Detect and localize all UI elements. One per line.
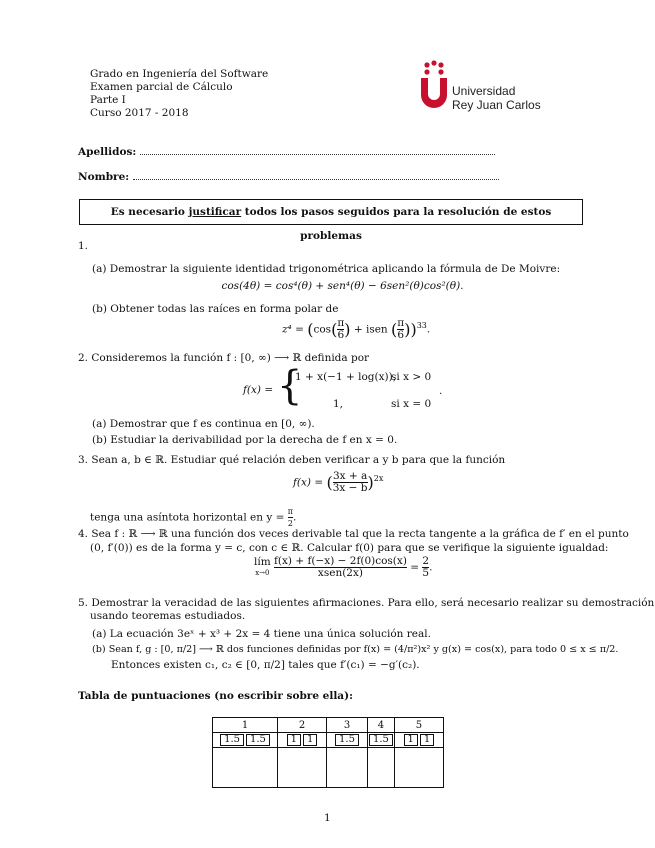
score-header-5: 5 — [394, 718, 443, 733]
problem-2a-text: Demostrar que f es continua en [0, ∞). — [109, 418, 315, 430]
problem-5-line2: usando teoremas estudiados. — [90, 610, 246, 622]
formula-1b-exponent: 33 — [416, 321, 427, 330]
score-blank-5 — [394, 748, 443, 788]
score-5b: 1 — [420, 734, 434, 746]
formula-4-result-num: 2 — [422, 555, 430, 567]
problem-5b-text-1: Sean f, g : [0, π/2] ⟶ ℝ dos funciones definidas por f(x) = (4/π²)x² y g(x) = cos(x), para todo 0 ≤ x ≤ π/2. — [108, 644, 619, 655]
formula-4-lim: lím — [254, 555, 271, 568]
formula-3-num: 3x + a — [332, 470, 368, 482]
logo-name-text: Rey Juan Carlos — [452, 98, 541, 112]
notice-underlined: justificar — [188, 206, 242, 218]
problem-5-number: 5. — [78, 597, 89, 609]
formula-1b-isen: + isen — [353, 323, 388, 336]
problem-1b-label: (b) — [92, 303, 107, 315]
urjc-emblem-icon — [418, 60, 450, 112]
problem-3 — [78, 454, 505, 466]
formula-1b-six-1: 6 — [337, 329, 345, 341]
notice-after: todos los pasos seguidos para la resolución de estos problemas — [241, 206, 552, 242]
problem-1a — [92, 263, 560, 275]
problem-1a-text: Demostrar la siguiente identidad trigonométrica aplicando la fórmula de De Moivre: — [109, 263, 561, 275]
year-line: Curso 2017 - 2018 — [90, 107, 189, 119]
piecewise-case1-cond: si x > 0 — [391, 371, 432, 383]
piecewise-case1-expr: 1 + x(−1 + log(x)), — [295, 371, 397, 383]
exam-line: Examen parcial de Cálculo — [90, 81, 233, 93]
name-label: Nombre: — [78, 171, 130, 183]
name-dotted-line[interactable] — [133, 170, 499, 180]
problem-1a-formula: cos(4θ) = cos⁴(θ) + sen⁴(θ) − 6sen²(θ)cos²(θ). — [221, 280, 464, 292]
problem-3-outro-end: . — [293, 511, 297, 524]
formula-4-den: xsen(2x) — [274, 567, 407, 579]
problem-3-outro — [90, 506, 296, 529]
problem-3-pi: π — [287, 507, 294, 516]
course-header — [90, 68, 268, 120]
problem-3-intro: Sean a, b ∈ ℝ. Estudiar qué relación deben verificar a y b para que la función — [91, 454, 506, 466]
problem-5a-label: (a) — [92, 628, 107, 640]
score-header-1: 1 — [213, 718, 278, 733]
left-brace-icon: { — [277, 363, 303, 409]
notice-box — [79, 199, 583, 242]
problem-5-text-1: Demostrar la veracidad de las siguientes afirmaciones. Para ello, será necesario realizar su demostración — [91, 597, 655, 609]
problem-2-intro: Consideremos la función f : [0, ∞) ⟶ ℝ definida por — [91, 352, 370, 364]
formula-3-den: 3x − b — [332, 482, 368, 494]
scores-title: Tabla de puntuaciones (no escribir sobre ella): — [78, 690, 353, 702]
problem-2b-label: (b) — [92, 434, 107, 446]
problem-2-number: 2. — [78, 352, 89, 364]
problem-1b-formula: z⁴ = (cos( $\frac{\pi}{6}$ ) + isen ( $\frac{\pi}{6}$ ))$^{33}$. — [282, 317, 431, 341]
piecewise-case2-cond: si x = 0 — [391, 398, 432, 410]
problem-5-line1 — [78, 597, 654, 609]
degree-line: Grado en Ingeniería del Software — [90, 68, 269, 80]
page-number: 1 — [324, 812, 331, 824]
formula-3-lhs: f(x) = — [293, 476, 324, 489]
formula-1b-end: . — [426, 323, 431, 336]
score-5a: 1 — [404, 734, 418, 746]
score-blank-1 — [213, 748, 278, 788]
formula-1b-pi-1: π — [337, 317, 345, 329]
problem-3-outro-text: tenga una asíntota horizontal en y = — [90, 511, 285, 524]
score-sub-2 — [278, 733, 327, 748]
problem-4-line1 — [78, 528, 629, 540]
score-3: 1.5 — [335, 734, 359, 746]
problem-1b — [92, 303, 338, 315]
formula-4-eq: = — [410, 561, 420, 574]
score-2a: 1 — [287, 734, 301, 746]
surname-dotted-line[interactable] — [140, 145, 495, 155]
formula-1b-six-2: 6 — [397, 329, 405, 341]
formula-1b-pi-2: π — [397, 317, 405, 329]
logo-university-text: Universidad — [452, 84, 516, 98]
formula-4-lim-sub: x→0 — [255, 568, 270, 577]
score-header-2: 2 — [278, 718, 327, 733]
problem-4-number: 4. — [78, 528, 89, 540]
score-blank-3 — [327, 748, 368, 788]
formula-4-result-den: 5 — [422, 567, 430, 579]
scores-table — [212, 717, 444, 788]
part-line: Parte I — [90, 94, 126, 106]
score-4: 1.5 — [369, 734, 393, 746]
problem-3-number: 3. — [78, 454, 89, 466]
score-1a: 1.5 — [220, 734, 244, 746]
problem-4-text-1: Sea f : ℝ ⟶ ℝ una función dos veces derivable tal que la recta tangente a la gráfica de f′ en el punto — [91, 528, 629, 540]
problem-1a-label: (a) — [92, 263, 107, 275]
problem-5b-label: (b) — [92, 644, 106, 655]
university-logo — [418, 60, 541, 112]
problem-3-formula: f(x) = ( $\frac{3x + a}{3x - b}$ )$^{2x}$ — [293, 470, 384, 494]
problem-2b — [92, 434, 397, 446]
surname-label: Apellidos: — [78, 146, 137, 158]
problem-2a-label: (a) — [92, 418, 107, 430]
piecewise-lhs: f(x) = — [243, 384, 274, 396]
score-blank-2 — [278, 748, 327, 788]
formula-3-exponent: 2x — [373, 474, 384, 483]
piecewise-end: . — [439, 385, 443, 397]
problem-5a-text: La ecuación 3eˣ + x³ + 2x = 4 tiene una única solución real. — [109, 628, 431, 640]
problem-2-piecewise — [243, 363, 443, 412]
formula-4-end: . — [429, 561, 433, 574]
piecewise-case2-expr: 1, — [333, 398, 344, 410]
score-1b: 1.5 — [246, 734, 270, 746]
problem-2a — [92, 418, 315, 430]
score-header-3: 3 — [327, 718, 368, 733]
problem-1-number: 1. — [78, 240, 89, 252]
score-sub-3 — [327, 733, 368, 748]
score-sub-5 — [394, 733, 443, 748]
formula-1b-cos: cos — [313, 323, 332, 336]
score-sub-1 — [213, 733, 278, 748]
name-field[interactable] — [78, 170, 499, 183]
score-header-4: 4 — [368, 718, 395, 733]
problem-5a — [92, 628, 431, 640]
problem-3-two: 2 — [287, 519, 293, 528]
score-blank-4 — [368, 748, 395, 788]
formula-1b-lhs: z⁴ = — [282, 323, 304, 336]
notice-before: Es necesario — [110, 206, 189, 218]
problem-2b-text: Estudiar la derivabilidad por la derecha de f en x = 0. — [110, 434, 398, 446]
surname-field[interactable] — [78, 145, 495, 158]
score-2b: 1 — [303, 734, 317, 746]
problem-4-line2: (0, f′(0)) es de la forma y = c, con c ∈ ℝ. Calcular f(0) para que se verifique la siguiente igualdad: — [90, 542, 609, 554]
problem-5b — [92, 644, 618, 655]
problem-1b-text: Obtener todas las raíces en forma polar de — [110, 303, 339, 315]
score-sub-4 — [368, 733, 395, 748]
problem-5b-line2: Entonces existen c₁, c₂ ∈ [0, π/2] tales que f′(c₁) = −g′(c₂). — [111, 659, 420, 671]
formula-4-num: f(x) + f(−x) − 2f(0)cos(x) — [274, 555, 407, 567]
problem-4-formula — [254, 556, 432, 579]
problem-2 — [78, 352, 369, 364]
